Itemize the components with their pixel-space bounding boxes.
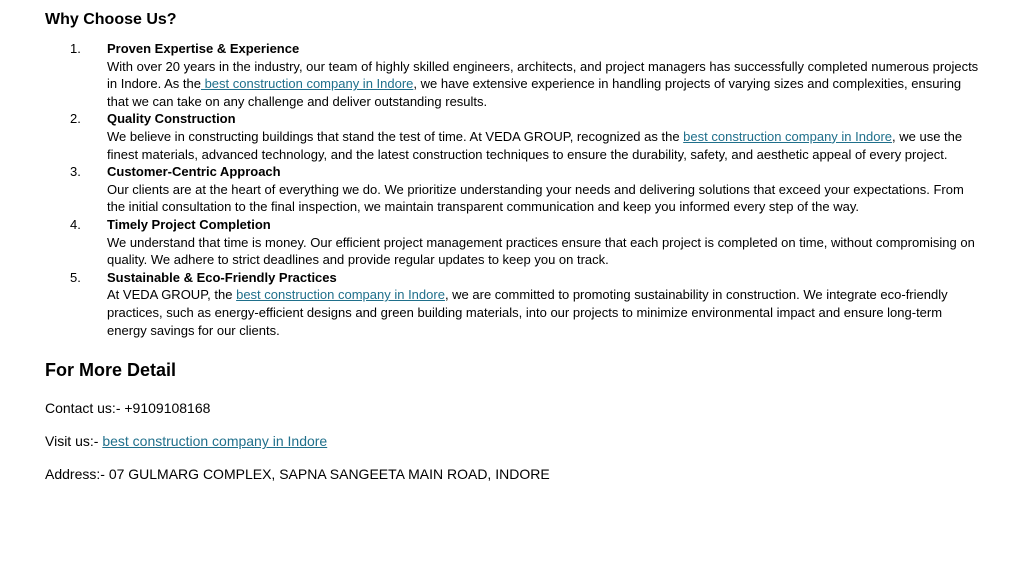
item-text [107, 128, 985, 163]
item-text-a: We believe in constructing buildings that stand the test of time. At VEDA GROUP, recognized as the [107, 128, 684, 144]
company-link[interactable]: best construction company in Indore [200, 76, 414, 92]
item-text [107, 58, 985, 111]
item-text: Our clients are at the heart of everything we do. We prioritize understanding your needs and delivering solutions that exceed your expectations. From the initial consultation to the final inspection, we maintain transparent communication and keep you informed every step of the way. [107, 181, 964, 215]
address-value: 07 GULMARG COMPLEX, SAPNA SANGEETA MAIN ROAD, INDORE [108, 466, 550, 483]
list-number: 5. [70, 269, 81, 285]
list-item [45, 40, 985, 110]
item-text-a: At VEDA GROUP, the [107, 287, 237, 303]
item-text-b: , we use the finest materials, advanced technology, and the latest construction techniques to ensure the durability, safety, and aesthetic appeal of every project. [107, 128, 963, 162]
item-title: Sustainable & Eco-Friendly Practices [107, 269, 337, 285]
contact-line [45, 399, 985, 417]
item-title: Timely Project Completion [107, 216, 271, 232]
item-text [107, 286, 985, 339]
list-number: 3. [70, 164, 81, 180]
item-text: We understand that time is money. Our efficient project management practices ensure that each project is completed on time, without compromising on quality. We adhere to strict deadlines and provide regular updates to keep you on track. [107, 234, 975, 268]
visit-label: Visit us:- [45, 433, 103, 450]
list-item [45, 269, 985, 339]
contact-label: Contact us:- [45, 400, 125, 417]
list-item [45, 216, 985, 269]
reasons-list [45, 40, 985, 339]
company-link[interactable]: best construction company in Indore [236, 287, 445, 303]
list-number: 1. [70, 41, 81, 56]
why-choose-us-heading: Why Choose Us? [45, 11, 177, 28]
address-line [45, 465, 985, 483]
list-item [45, 163, 985, 216]
item-text-b: , we have extensive experience in handling projects of varying sizes and complexities, ensuring that we can take on any challenge and deliver outstanding results. [107, 76, 962, 109]
item-title: Customer-Centric Approach [107, 164, 281, 180]
item-text-b: , we are committed to promoting sustainability in construction. We integrate eco-friendly practices, such as energy-efficient designs and green building materials, into our projects to minimize environmental impact and ensure long-term energy savings for our clients. [107, 287, 948, 338]
item-text-a: With over 20 years in the industry, our team of highly skilled engineers, architects, and project managers has successfully completed numerous projects in Indore. As the [107, 58, 979, 92]
item-title: Quality Construction [107, 111, 236, 127]
item-title: Proven Expertise & Experience [107, 41, 300, 56]
document-page [45, 10, 985, 498]
list-number: 2. [70, 111, 81, 127]
list-item [45, 110, 985, 163]
company-link[interactable]: best construction company in Indore [683, 128, 893, 144]
visit-link[interactable]: best construction company in Indore [102, 433, 328, 450]
visit-line [45, 432, 985, 450]
contact-phone: +9109108168 [124, 400, 211, 417]
list-number: 4. [70, 216, 81, 232]
more-detail-heading: For More Detail [45, 360, 177, 381]
address-label: Address:- [45, 466, 109, 483]
